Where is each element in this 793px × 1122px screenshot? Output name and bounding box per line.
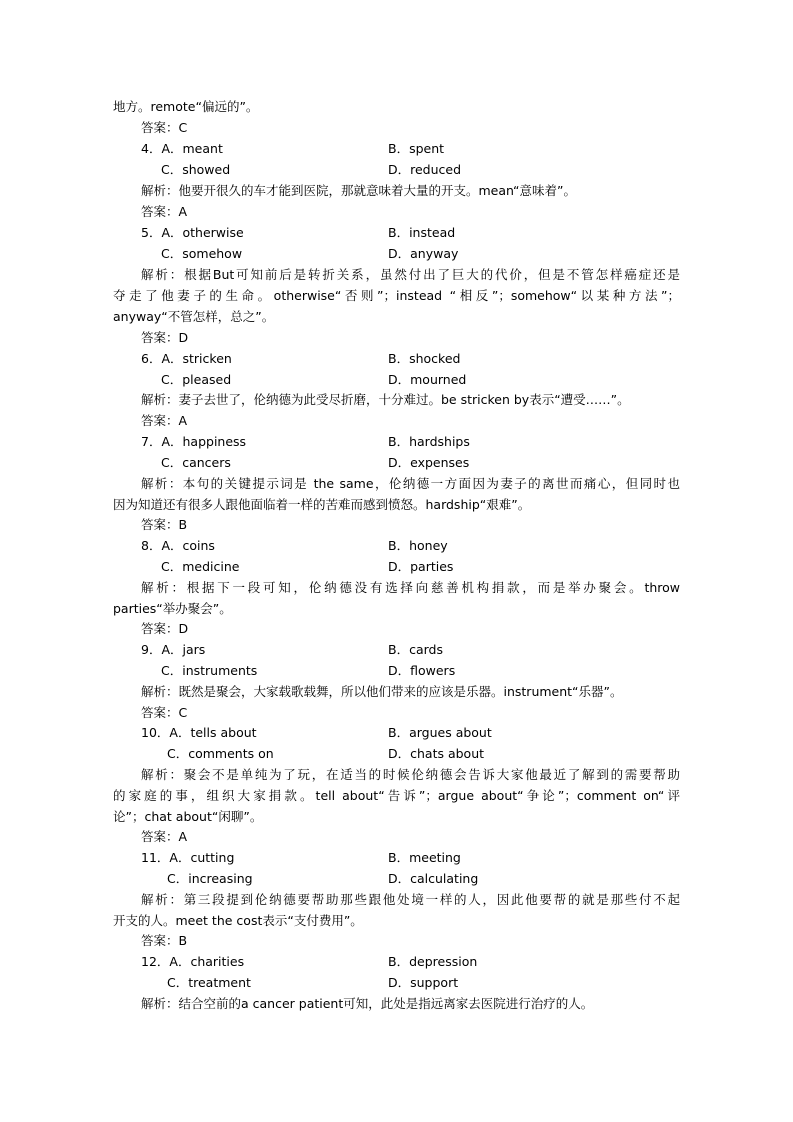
- explanation-text: 解析：第三段提到伦纳德要帮助那些跟他处境一样的人，因此他要帮的就是那些付不起: [141, 892, 680, 907]
- question-number: 5．: [141, 225, 162, 240]
- option-c: C．treatment: [167, 975, 251, 990]
- option-a: A．stricken: [161, 351, 232, 366]
- option-c: C．showed: [161, 162, 231, 177]
- option-a: A．cutting: [169, 850, 235, 865]
- answer-value: C: [178, 120, 188, 135]
- question-number: 7．: [141, 434, 162, 449]
- option-b: B．argues about: [388, 725, 492, 740]
- option-d: D．calculating: [388, 871, 479, 886]
- answer-text: [141, 201, 187, 222]
- explanation-text: 解析：结合空前的a cancer patient可知，此处是指远离家去医院进行治疗的人。: [141, 996, 594, 1011]
- option-b: B．shocked: [388, 351, 461, 366]
- answer-label: 答案：: [141, 330, 179, 345]
- answer-value: B: [178, 517, 188, 532]
- answer-text: [141, 410, 187, 431]
- question-number: 11．: [141, 850, 170, 865]
- answer-label: 答案：: [141, 517, 179, 532]
- question-number: 10．: [141, 725, 170, 740]
- question-number: 9．: [141, 642, 162, 657]
- explanation-text: 夺走了他妻子的生命。otherwise“否则”；instead “相反”；somehow“以某种方法”；: [113, 288, 680, 303]
- answer-label: 答案：: [141, 120, 179, 135]
- answer-text: [141, 117, 187, 138]
- option-c: C．instruments: [161, 663, 258, 678]
- question-number: 12．: [141, 954, 170, 969]
- option-a: A．charities: [169, 954, 245, 969]
- explanation-text: 因为知道还有很多人跟他面临着一样的苦难而感到愤怒。hardship“艰难”。: [113, 497, 531, 512]
- explanation-text: 解析：根据But可知前后是转折关系，虽然付出了巨大的代价，但是不管怎样癌症还是: [141, 267, 680, 282]
- option-c: C．cancers: [161, 455, 231, 470]
- option-d: D．flowers: [388, 663, 456, 678]
- option-a: A．tells about: [169, 725, 257, 740]
- explanation-text: 解析：聚会不是单纯为了玩，在适当的时候伦纳德会告诉大家他最近了解到的需要帮助: [141, 767, 680, 782]
- explanation-text: 解析：根据下一段可知，伦纳德没有选择向慈善机构捐款，而是举办聚会。throw: [141, 580, 680, 595]
- explanation-text: 解析：既然是聚会，大家载歌载舞，所以他们带来的应该是乐器。instrument“乐器”。: [141, 684, 623, 699]
- option-c: C．somehow: [161, 246, 243, 261]
- question-number-option-a: [141, 951, 244, 972]
- option-d: D．anyway: [388, 246, 459, 261]
- option-b: B．depression: [388, 954, 478, 969]
- explanation-text: 的家庭的事，组织大家捐款。tell about“告诉”；argue about“争论”；comment on“评: [113, 788, 680, 803]
- option-a: A．meant: [161, 141, 223, 156]
- option-b: B．meeting: [388, 850, 461, 865]
- question-number: 8．: [141, 538, 162, 553]
- explanation-text: 论”；chat about“闲聊”。: [113, 809, 263, 824]
- answer-text: [141, 930, 187, 951]
- explanation-text: 解析：妻子去世了，伦纳德为此受尽折磨，十分难过。be stricken by表示“遭受……”。: [141, 392, 630, 407]
- paragraph-text: 地方。remote“偏远的”。: [113, 99, 259, 114]
- option-a: A．jars: [161, 642, 206, 657]
- answer-label: 答案：: [141, 413, 179, 428]
- option-b: B．hardships: [388, 434, 470, 449]
- answer-text: [141, 618, 188, 639]
- answer-text: [141, 514, 187, 535]
- option-a: A．happiness: [161, 434, 247, 449]
- question-number-option-a: [141, 722, 257, 743]
- question-number-option-a: [141, 348, 232, 369]
- explanation-text: anyway“不管怎样，总之”。: [113, 309, 275, 324]
- option-d: D．parties: [388, 559, 454, 574]
- question-number: 4．: [141, 141, 162, 156]
- option-c: C．increasing: [167, 871, 253, 886]
- option-c: C．pleased: [161, 372, 232, 387]
- answer-value: D: [178, 330, 189, 345]
- question-number-option-a: [141, 138, 223, 159]
- answer-value: B: [178, 933, 188, 948]
- question-number-option-a: [141, 639, 205, 660]
- explanation-text: 解析：本句的关键提示词是 the same，伦纳德一方面因为妻子的离世而痛心，但同时也: [141, 476, 680, 491]
- option-d: D．reduced: [388, 162, 462, 177]
- question-number-option-a: [141, 847, 234, 868]
- answer-text: [141, 826, 187, 847]
- answer-label: 答案：: [141, 829, 179, 844]
- option-d: D．support: [388, 975, 459, 990]
- explanation-text: 开支的人。meet the cost表示“支付费用”。: [113, 913, 363, 928]
- option-c: C．comments on: [167, 746, 274, 761]
- option-b: B．spent: [388, 141, 445, 156]
- answer-text: [141, 327, 188, 348]
- answer-label: 答案：: [141, 933, 179, 948]
- explanation-text: 解析：他要开很久的车才能到医院，那就意味着大量的开支。mean“意味着”。: [141, 183, 576, 198]
- answer-label: 答案：: [141, 621, 179, 636]
- option-d: D．chats about: [388, 746, 485, 761]
- option-d: D．expenses: [388, 455, 470, 470]
- option-a: A．coins: [161, 538, 215, 553]
- answer-value: A: [178, 413, 188, 428]
- option-b: B．cards: [388, 642, 443, 657]
- explanation-text: parties“举办聚会”。: [113, 601, 232, 616]
- answer-value: D: [178, 621, 189, 636]
- option-d: D．mourned: [388, 372, 467, 387]
- answer-value: C: [178, 705, 188, 720]
- answer-text: [141, 702, 187, 723]
- option-a: A．otherwise: [161, 225, 244, 240]
- question-number-option-a: [141, 535, 215, 556]
- question-number-option-a: [141, 222, 244, 243]
- answer-label: 答案：: [141, 204, 179, 219]
- answer-value: A: [178, 829, 188, 844]
- option-c: C．medicine: [161, 559, 240, 574]
- answer-value: A: [178, 204, 188, 219]
- option-b: B．instead: [388, 225, 456, 240]
- answer-label: 答案：: [141, 705, 179, 720]
- question-number-option-a: [141, 431, 246, 452]
- question-number: 6．: [141, 351, 162, 366]
- option-b: B．honey: [388, 538, 448, 553]
